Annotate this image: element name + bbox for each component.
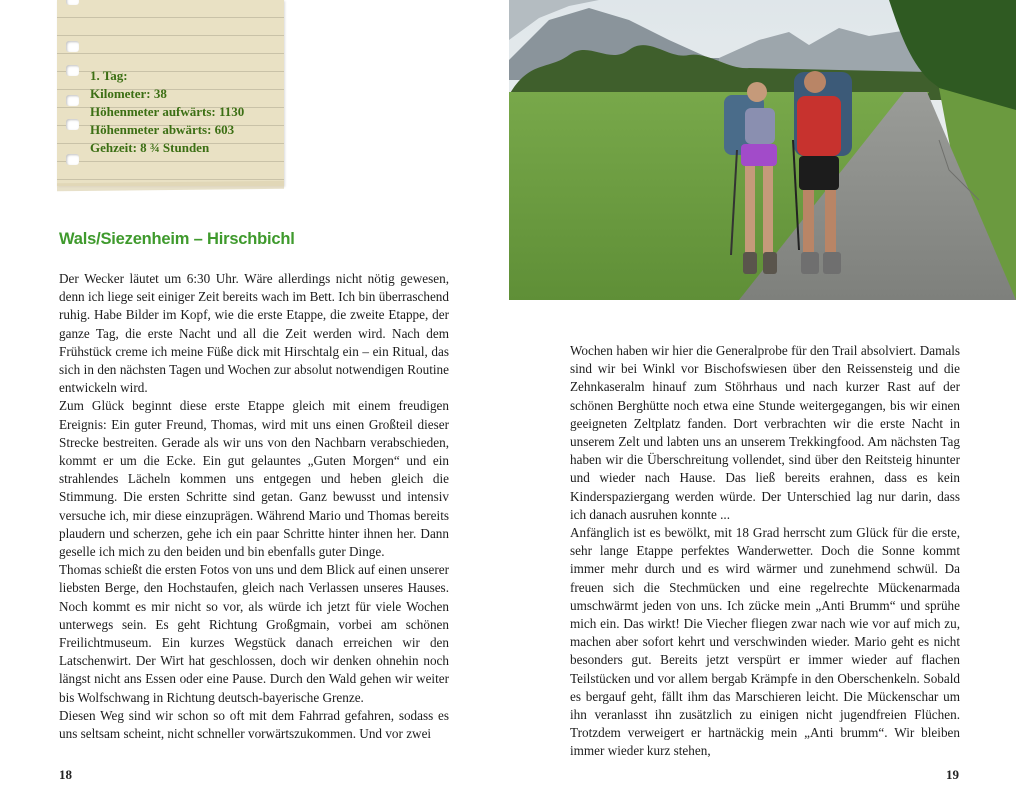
paragraph: Der Wecker läutet um 6:30 Uhr. Wäre allerdings nicht nötig gewesen, denn ich liege seit einiger Zeit bereits wach im Bett. Ich bin überraschend ruhig. Habe Bilder im Kopf, wie die erste Etappe, die zweite Etappe, der ganze Tag, die erste Nacht und all die Zeit werden wird. Nach dem Frühstück creme ich meine Füße dick mit Hirschtalg ein – ein Ritual, das sich in den nächsten Tagen und Wochen zur absolut notwendigen Routine entwickeln wird. (59, 271, 449, 396)
paragraph: Zum Glück beginnt diese erste Etappe gleich mit einem freudigen Ereignis: Ein guter Freund, Thomas, wird mit uns einen Großteil dieser Strecke bestreiten. Gerade als wir uns von den Nachbarn verabschieden, kommt er um die Ecke. Ein gut gelauntes „Guten Morgen“ und ein strahlendes Lächeln kommen uns entgegen und heben gleich die Stimmung. Die ersten Schritte sind getan. Ganz bewusst und intensiv versuche ich, mir diese einzuprägen. Während Mario und Thomas bereits plaudern und scherzen, gehe ich ein paar Schritte hinter ihnen her. Dann geselle ich mich zu den beiden und bin ebenfalls guter Dinge. (59, 398, 449, 560)
stage-stats (90, 67, 244, 157)
stat-descent: Höhenmeter abwärts: 603 (90, 122, 235, 137)
stats-notepad (57, 0, 284, 186)
stat-kilometers: Kilometer: 38 (90, 86, 167, 101)
stat-ascent: Höhenmeter aufwärts: 1130 (90, 104, 245, 119)
photo-illustration (509, 0, 1016, 300)
section-title: Wals/Siezenheim – Hirschbichl (59, 230, 295, 248)
page-number-left: 18 (59, 767, 72, 782)
stat-day: 1. Tag: (90, 68, 128, 83)
hikers-photo (509, 0, 1016, 300)
stat-walking-time: Gehzeit: 8 ¾ Stunden (90, 140, 210, 155)
paragraph: Anfänglich ist es bewölkt, mit 18 Grad herrscht zum Glück für die erste, sehr lange Etappe perfektes Wanderwetter. Doch die Sonne kommt immer mehr durch und es wird wärmer und zunehmend schwül. Da freuen sich die Stechmücken und eine regelrechte Mückenarmada umschwärmt jeden von uns. Ich zücke mein „Anti Brumm“ und sprühe mich ein. Das wirkt! Die Viecher fliegen zwar nach wie vor auf mich zu, machen aber sofort kehrt und verschwinden wieder. Mario geht es nicht besonders gut. Bereits jetzt verspürt er immer wieder auf flachen Teilstücken und vor allem bergab Krämpfe in den Oberschenkeln. Sobald es bergauf geht, fällt ihm das Marschieren leicht. Die Mückenschar um ihn veranlasst ihn zusätzlich zu einigen nicht jugendfreien Flüchen. Trotzdem verweigert er hartnäckig mein „Anti brumm“. Wir bleiben immer wieder kurz stehen, (570, 525, 960, 759)
paragraph: Wochen haben wir hier die Generalprobe für den Trail absolviert. Damals sind wir bei Winkl vor Bischofswiesen über den Reissensteig und die Zehnkaseralm hinauf zum Stöhrhaus und nach kurzer Rast auf der schönen Berghütte noch etwa eine Stunde weitergegangen, bis wir einen geeigneten Zeltplatz fanden. Dort verbrachten wir die erste Nacht in unserem Zelt und labten uns an unserem Trekkingfood. Am nächsten Tag haben wir die Überschreitung vollendet, sind über den Reitsteig hinunter und wieder nach Hause. Das ließ bereits erahnen, dass es kein Kinderspaziergang werden würde. Der Unterschied lag nur darin, dass ich danach ausruhen konnte ... (570, 343, 960, 522)
left-body-text (59, 270, 449, 743)
right-page (508, 0, 1016, 812)
paragraph: Diesen Weg sind wir schon so oft mit dem Fahrrad gefahren, sodass es uns seltsam scheint, nicht schneller vorwärtszukommen. Und vor zwei (59, 707, 449, 742)
page-number-right: 19 (946, 767, 959, 782)
right-body-text (570, 342, 960, 761)
paragraph: Thomas schießt die ersten Fotos von uns und dem Blick auf einen unserer liebsten Berge, den Hochstaufen, gleich nach Verlassen unseres Hauses. Noch kommt es mir nicht so vor, als würde ich jetzt für viele Wochen unterwegs sein. Es geht Richtung Großgmain, vorbei am schönen Freilichtmuseum. Ein kurzes Wegstück danach erreichen wir den Latschenwirt. Der Wirt hat geschlossen, doch wir denken ohnehin noch längst nicht ans Essen oder eine Pause. Durch den Wald gehen wir weiter bis Wolfschwang in Richtung deutsch-bayerische Grenze. (59, 562, 449, 705)
